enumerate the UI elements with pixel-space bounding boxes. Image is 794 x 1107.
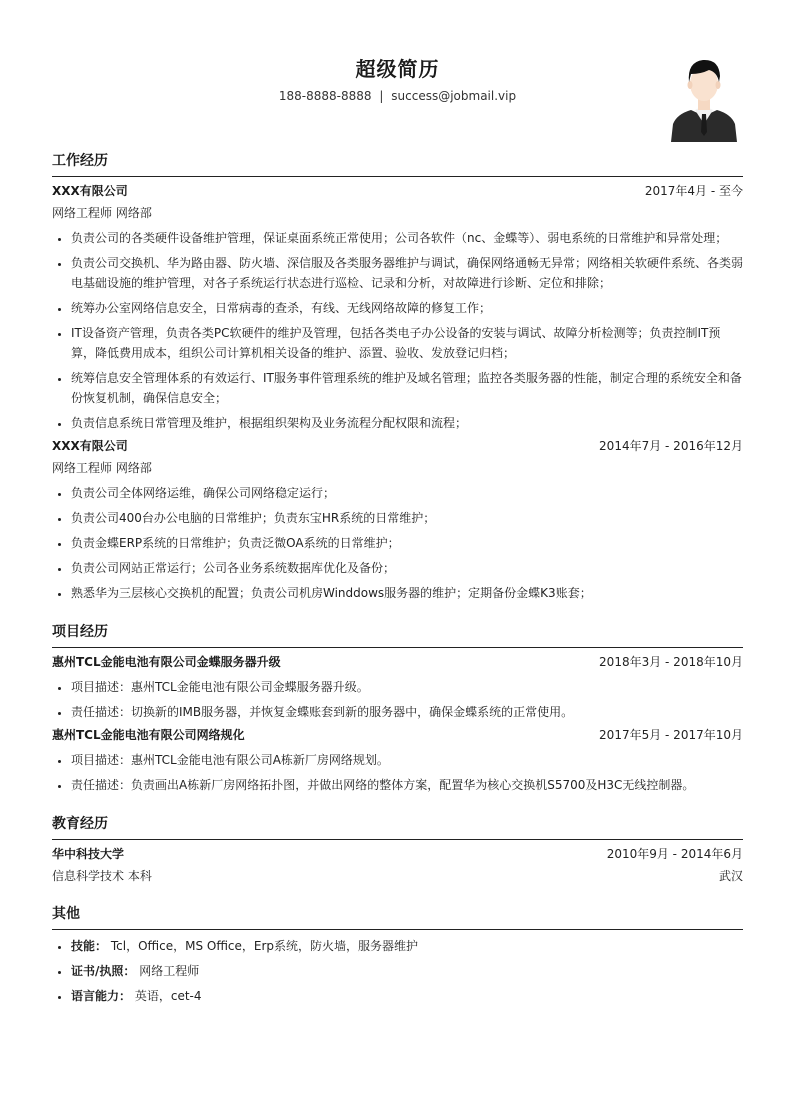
project-section-title: 项目经历	[52, 621, 743, 648]
list-item: • 熟悉华为三层核心交换机的配置；负责公司机房Winddows服务器的维护；定期备份金蝶K3账套；	[71, 583, 743, 603]
list-item: • 负责公司400台办公电脑的日常维护；负责东宝HR系统的日常维护；	[71, 508, 743, 528]
list-item: • 项目描述：惠州TCL金能电池有限公司金蝶服务器升级。	[71, 677, 743, 697]
project-entry	[52, 654, 743, 722]
list-item: • 负责金蝶ERP系统的日常维护；负责泛微OA系统的日常维护；	[71, 533, 743, 553]
job-role: 网络工程师 网络部	[52, 206, 152, 220]
skills-value: Tcl，Office，MS Office，Erp系统，防火墙，服务器维护	[110, 939, 419, 953]
project-date: 2017年5月 - 2017年10月	[599, 728, 743, 742]
company-name: XXX有限公司	[52, 184, 128, 198]
education-detail	[52, 868, 743, 885]
project-bullets	[52, 677, 743, 722]
education-location: 武汉	[718, 869, 743, 883]
other-list	[52, 936, 743, 1006]
certificate-label: 证书/执照：	[71, 964, 136, 978]
major-degree: 信息科学技术 本科	[52, 869, 152, 883]
list-item: • IT设备资产管理，负责各类PC软硬件的维护及管理，包括各类电子办公设备的安装与调试、故障分析检测等；负责控制IT预算，降低费用成本，组织公司计算机相关设备的维护、添置、验收、发放登记归档；	[71, 323, 743, 363]
certificate-value: 网络工程师	[139, 964, 200, 978]
project-bullets	[52, 750, 743, 795]
person-avatar-icon	[669, 52, 739, 142]
contact-separator: |	[379, 89, 384, 103]
list-item: • 负责公司网站正常运行；公司各业务系统数据库优化及备份；	[71, 558, 743, 578]
job-bullets	[52, 228, 743, 433]
education-section-title: 教育经历	[52, 813, 743, 840]
list-item: • 负责公司交换机、华为路由器、防火墙、深信服及各类服务器维护与调试，确保网络通畅无异常；网络相关软硬件系统、各类弱电基础设施的维护管理，对各子系统运行状态进行巡检、记录和分析，对故障进行诊断、定位和排除；	[71, 253, 743, 293]
project-date: 2018年3月 - 2018年10月	[599, 655, 743, 669]
list-item: • 负责公司全体网络运维，确保公司网络稳定运行；	[71, 483, 743, 503]
resume-header	[52, 0, 743, 150]
list-item	[71, 961, 743, 981]
job-entry	[52, 183, 743, 433]
list-item: • 负责公司的各类硬件设备维护管理，保证桌面系统正常使用；公司各软件（nc、金蝶等）、弱电系统的日常维护和异常处理；	[71, 228, 743, 248]
school-name: 华中科技大学	[52, 847, 125, 861]
other-section	[52, 903, 743, 1006]
job-bullets	[52, 483, 743, 603]
list-item: • 统筹办公室网络信息安全，日常病毒的查杀，有线、无线网络故障的修复工作；	[71, 298, 743, 318]
other-section-title: 其他	[52, 903, 743, 930]
project-name: 惠州TCL金能电池有限公司金蝶服务器升级	[52, 655, 281, 669]
language-value: 英语，cet-4	[134, 989, 202, 1003]
list-item: • 项目描述：惠州TCL金能电池有限公司A栋新厂房网络规划。	[71, 750, 743, 770]
resume-page	[52, 0, 743, 1024]
job-role: 网络工程师 网络部	[52, 461, 152, 475]
list-item: • 统筹信息安全管理体系的有效运行、IT服务事件管理系统的维护及域名管理；监控各类服务器的性能，制定合理的系统安全和备份恢复机制，确保信息安全；	[71, 368, 743, 408]
work-section	[52, 150, 743, 603]
phone-number: 188-8888-8888	[278, 89, 372, 103]
email-address: success@jobmail.vip	[391, 89, 517, 103]
list-item	[71, 986, 743, 1006]
list-item: • 责任描述：切换新的IMB服务器，并恢复金蝶账套到新的服务器中，确保金蝶系统的正常使用。	[71, 702, 743, 722]
resume-name: 超级简历	[355, 57, 440, 81]
job-date: 2017年4月 - 至今	[644, 184, 743, 198]
list-item: • 责任描述：负责画出A栋新厂房网络拓扑图，并做出网络的整体方案，配置华为核心交换机S5700及H3C无线控制器。	[71, 775, 743, 795]
work-section-title: 工作经历	[52, 150, 743, 177]
company-name: XXX有限公司	[52, 439, 128, 453]
language-label: 语言能力：	[71, 989, 132, 1003]
education-section	[52, 813, 743, 885]
project-name: 惠州TCL金能电池有限公司网络规化	[52, 728, 245, 742]
job-entry	[52, 438, 743, 603]
contact-line	[52, 89, 743, 103]
project-section	[52, 621, 743, 795]
job-date: 2014年7月 - 2016年12月	[599, 439, 743, 453]
education-date: 2010年9月 - 2014年6月	[606, 847, 743, 861]
list-item: • 负责信息系统日常管理及维护，根据组织架构及业务流程分配权限和流程；	[71, 413, 743, 433]
list-item	[71, 936, 743, 956]
skills-label: 技能：	[71, 939, 108, 953]
project-entry	[52, 727, 743, 795]
